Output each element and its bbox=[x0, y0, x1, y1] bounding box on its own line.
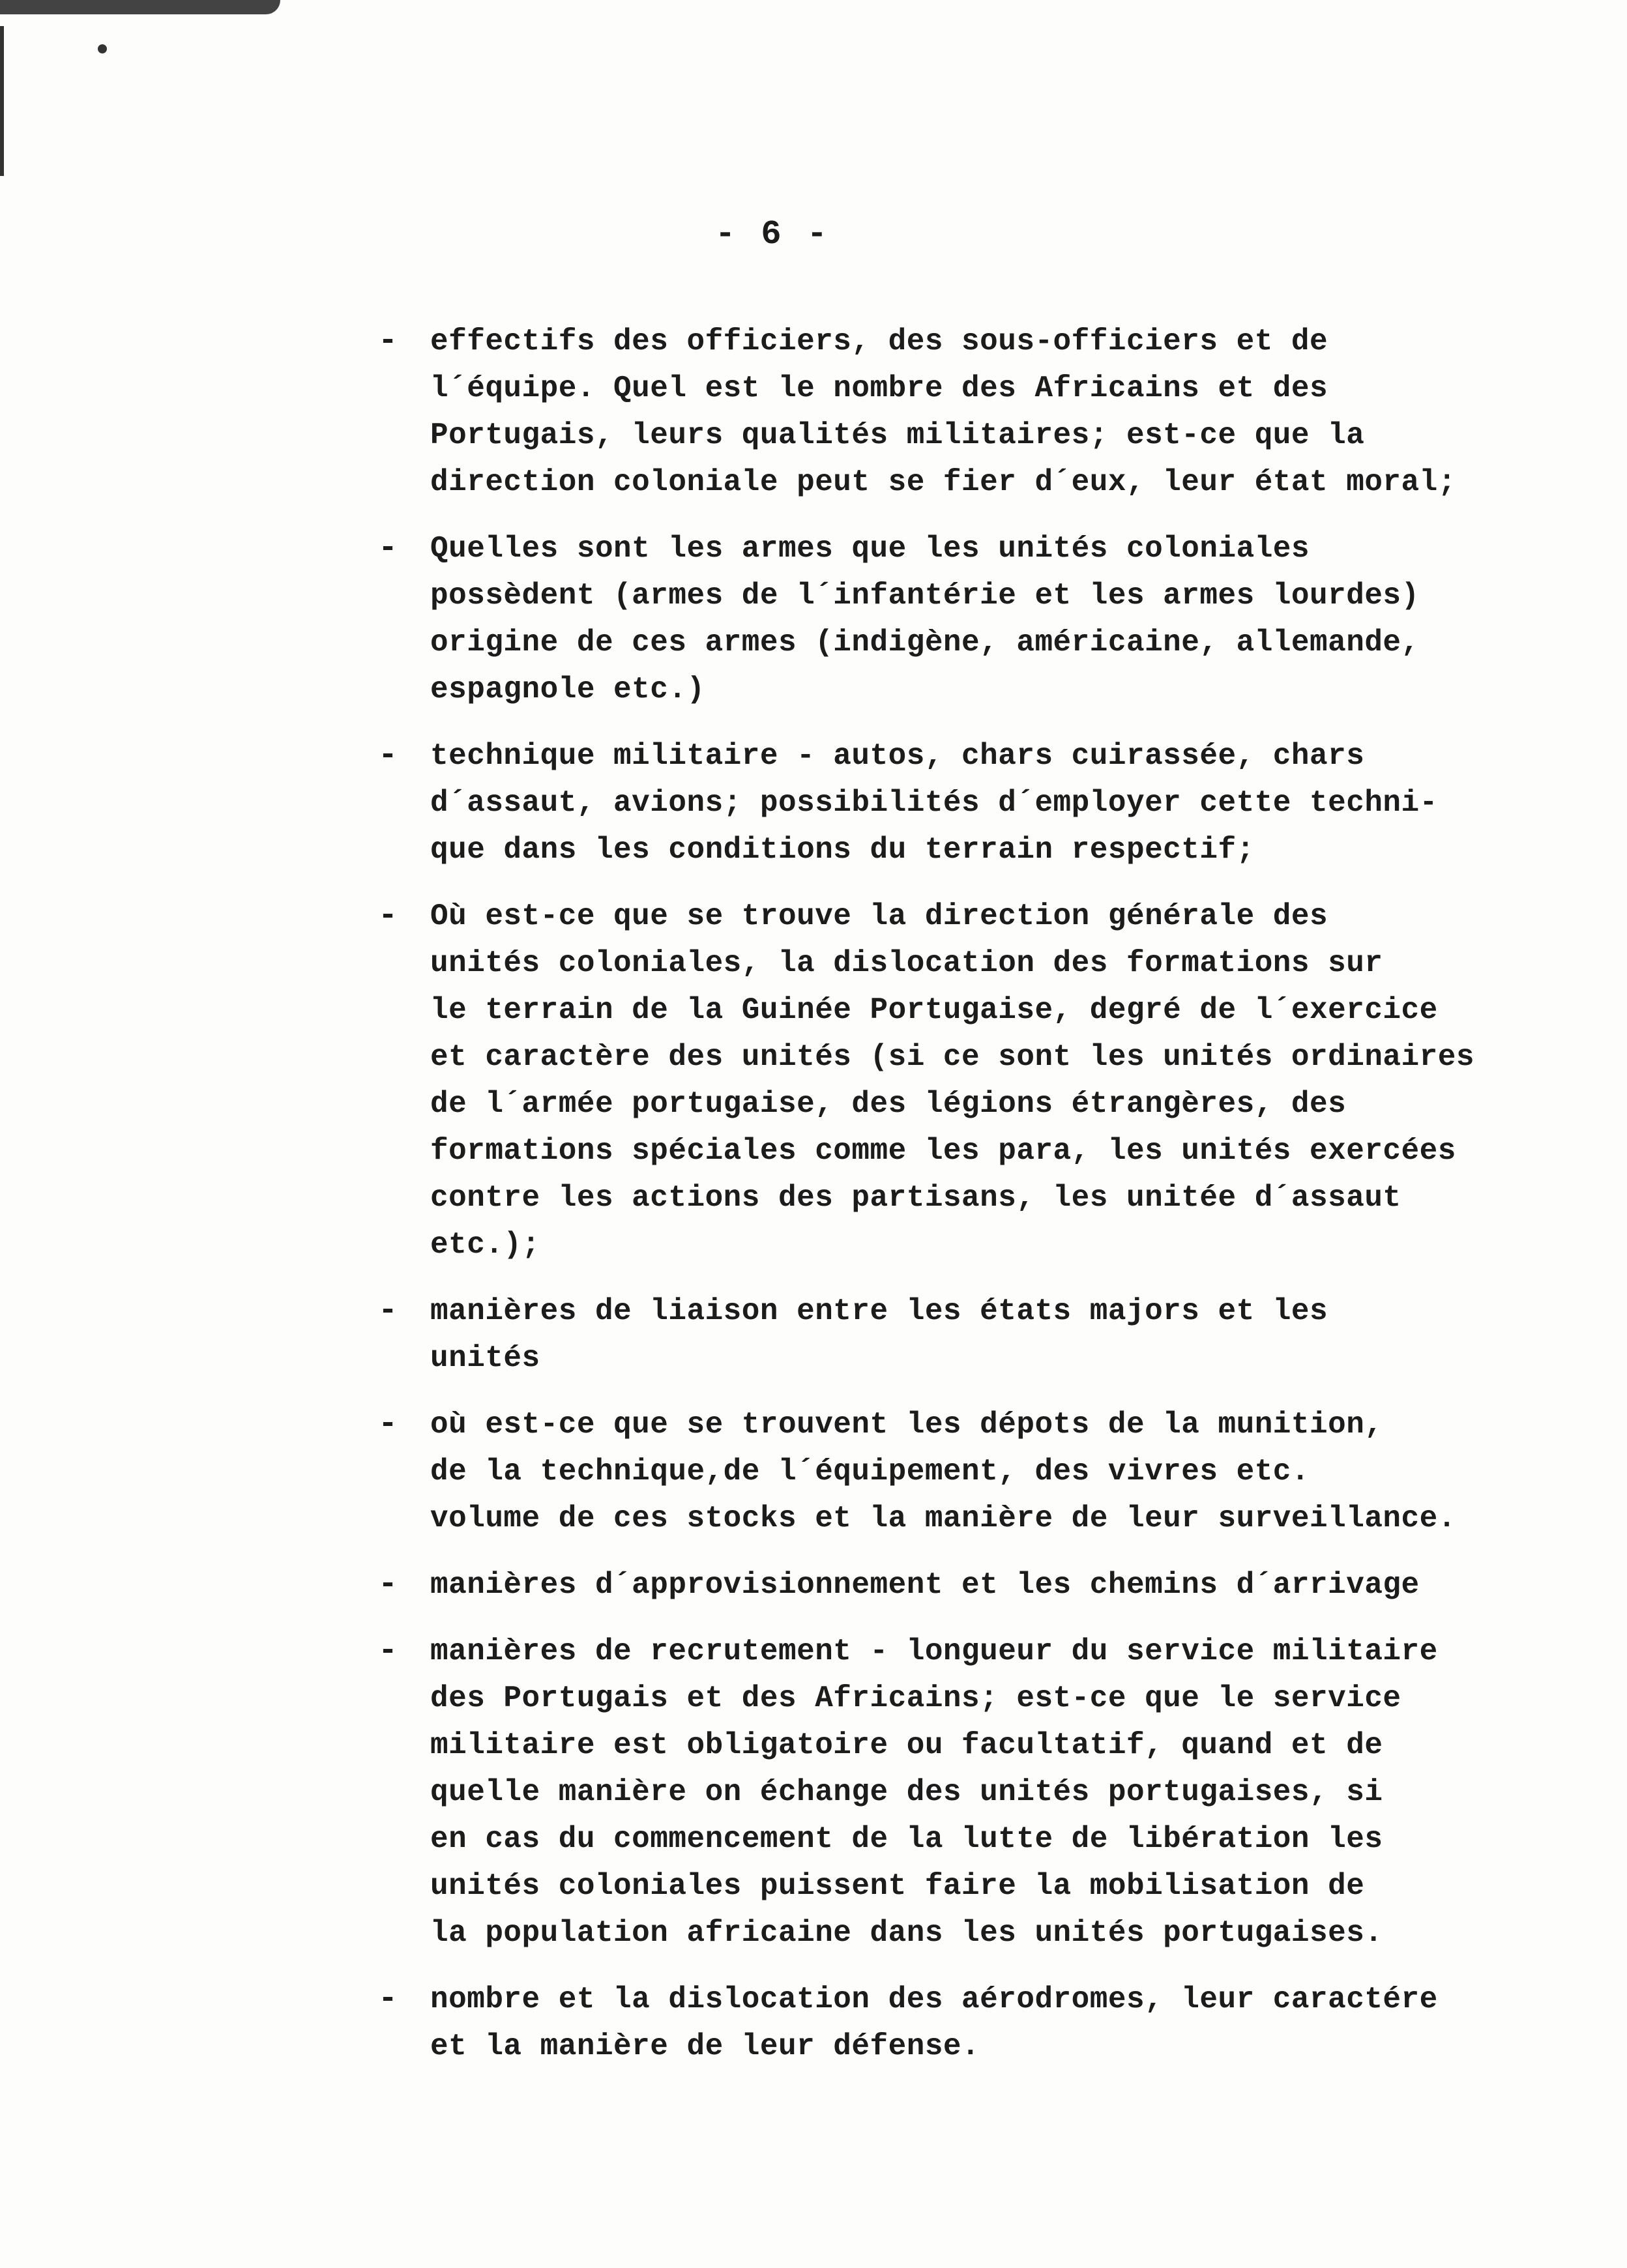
item-text-line: possèdent (armes de l´infantérie et les armes lourdes) bbox=[430, 579, 1420, 613]
bullet-dash: - bbox=[378, 897, 398, 935]
list-item bbox=[378, 1401, 1577, 1542]
item-text-line: et la manière de leur défense. bbox=[430, 2029, 980, 2063]
bullet-dash: - bbox=[378, 1981, 398, 2018]
item-text-line: direction coloniale peut se fier d´eux, leur état moral; bbox=[430, 465, 1456, 499]
item-text-line: quelle manière on échange des unités portugaises, si bbox=[430, 1775, 1383, 1809]
item-text-line: unités coloniales, la dislocation des formations sur bbox=[430, 946, 1383, 980]
item-text-line: nombre et la dislocation des aérodromes, leur caractére bbox=[430, 1983, 1438, 2016]
item-text-line: Portugais, leurs qualités militaires; est-ce que la bbox=[430, 418, 1365, 452]
bullet-dash: - bbox=[378, 323, 398, 360]
item-text-line: Où est-ce que se trouve la direction générale des bbox=[430, 899, 1328, 933]
item-text-line: etc.); bbox=[430, 1228, 540, 1262]
item-text-line: manières de recrutement - longueur du service militaire bbox=[430, 1635, 1438, 1668]
list-item bbox=[378, 318, 1577, 506]
item-text-line: origine de ces armes (indigène, américaine, allemande, bbox=[430, 626, 1420, 660]
bullet-dash: - bbox=[378, 530, 398, 567]
item-text-line: Quelles sont les armes que les unités coloniales bbox=[430, 532, 1310, 566]
list-item bbox=[378, 525, 1577, 713]
item-text-line: des Portugais et des Africains; est-ce que le service bbox=[430, 1681, 1401, 1715]
list-item bbox=[378, 733, 1577, 873]
item-text-line: de la technique,de l´équipement, des vivres etc. bbox=[430, 1455, 1310, 1489]
item-text-line: manières d´approvisionnement et les chemins d´arrivage bbox=[430, 1568, 1420, 1602]
item-text-line: contre les actions des partisans, les unitée d´assaut bbox=[430, 1181, 1401, 1215]
bullet-dash: - bbox=[378, 1566, 398, 1603]
page-number: - 6 - bbox=[714, 215, 830, 254]
bullet-dash: - bbox=[378, 1633, 398, 1670]
bullet-dash: - bbox=[378, 737, 398, 774]
item-text-line: unités bbox=[430, 1341, 540, 1375]
list-item bbox=[378, 1288, 1577, 1382]
item-text-line: manières de liaison entre les états majors et les bbox=[430, 1294, 1328, 1328]
item-text-line: en cas du commencement de la lutte de libération les bbox=[430, 1822, 1383, 1856]
item-text-line: où est-ce que se trouvent les dépots de la munition, bbox=[430, 1408, 1383, 1442]
item-text-line: espagnole etc.) bbox=[430, 673, 705, 706]
bullet-dash: - bbox=[378, 1292, 398, 1330]
item-text-line: d´assaut, avions; possibilités d´employer cette techni- bbox=[430, 786, 1438, 820]
item-text-line: volume de ces stocks et la manière de leur surveillance. bbox=[430, 1502, 1456, 1535]
item-text-line: formations spéciales comme les para, les unités exercées bbox=[430, 1134, 1456, 1168]
item-text-line: que dans les conditions du terrain respectif; bbox=[430, 833, 1255, 867]
item-text-line: de l´armée portugaise, des légions étrangères, des bbox=[430, 1087, 1347, 1121]
item-text-line: et caractère des unités (si ce sont les unités ordinaires bbox=[430, 1040, 1474, 1074]
scan-speck bbox=[98, 44, 107, 53]
scan-artifact-top bbox=[0, 0, 280, 14]
item-text-line: technique militaire - autos, chars cuirassée, chars bbox=[430, 739, 1365, 773]
item-text-line: militaire est obligatoire ou facultatif, quand et de bbox=[430, 1728, 1383, 1762]
item-text-line: l´équipe. Quel est le nombre des Africains et des bbox=[430, 371, 1328, 405]
item-text-line: la population africaine dans les unités portugaises. bbox=[430, 1916, 1383, 1950]
item-text-line: unités coloniales puissent faire la mobilisation de bbox=[430, 1869, 1365, 1903]
list-item bbox=[378, 893, 1577, 1268]
item-list bbox=[378, 318, 1577, 2089]
bullet-dash: - bbox=[378, 1406, 398, 1443]
item-text-line: le terrain de la Guinée Portugaise, degré de l´exercice bbox=[430, 993, 1438, 1027]
list-item bbox=[378, 1976, 1577, 2070]
item-text-line: effectifs des officiers, des sous-officiers et de bbox=[430, 325, 1328, 358]
scan-artifact-left bbox=[0, 26, 4, 176]
list-item bbox=[378, 1562, 1577, 1608]
list-item bbox=[378, 1628, 1577, 1956]
